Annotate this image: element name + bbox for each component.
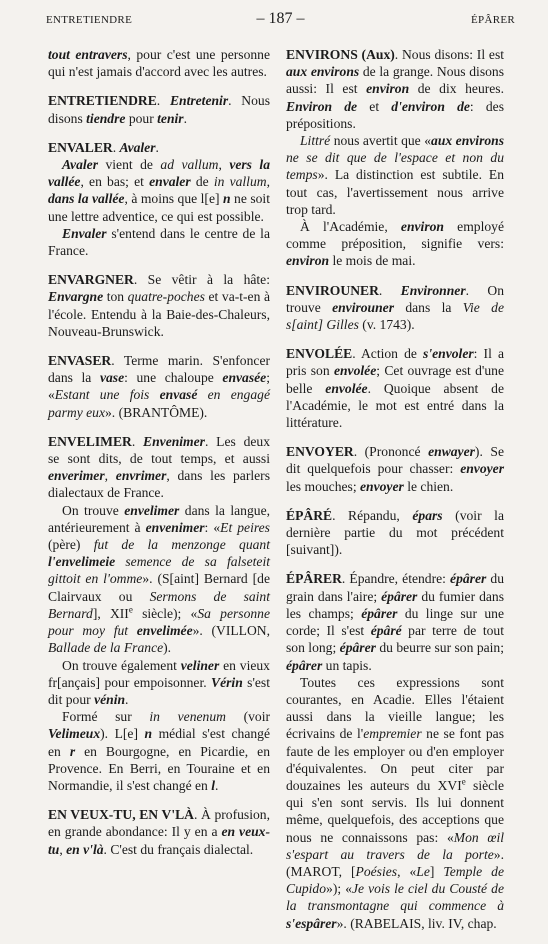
entry-paragraph: ENVOLÉE. Action de s'envoler: Il a pris son envolée; Cet ouvrage est d'une belle envolée. Quoique absent de l'Académie, le mot est entré dans la littérature. (286, 346, 504, 431)
entry-paragraph: À l'Académie, environ employé comme préposition, signifie vers: environ le mois de mai. (286, 219, 504, 269)
right-column (286, 46, 504, 944)
running-head-right: ÉPÂRER (471, 14, 515, 26)
entry-paragraph: Toutes ces expressions sont courantes, en Acadie. Elles l'étaient aussi dans la vieille langue; les écrivains de l'empremier ne se font pas faute de les employer ou d'en employer d'équivalentes. On peut citer par douzaines les auteurs du XVIe siècle qui s'en sont servis. Ils lui donnent même, quelquefois, des acceptions que nous ne connaissons pas: «Mon œil s'espart au travers de la porte». (MAROT, [Poésies, «Le] Temple de Cupido»); «Je vois le ciel du Cousté de la transmontagne qui commence à s'espârer». (RABELAIS, liv. IV, chap. (286, 674, 505, 931)
entry-paragraph: ENTRETIENDRE. Entretenir. Nous disons tiendre pour tenir. (48, 93, 270, 126)
entry-epare (286, 507, 504, 559)
entry-paragraph: Envaler s'entend dans le centre de la France. (48, 225, 270, 259)
entry-paragraph: EN VEUX-TU, EN V'LÀ. À profusion, en grande abondance: Il y en a en veux-tu, en v'là. C'est du français dialectal. (48, 807, 270, 857)
entry-envaler (48, 139, 270, 259)
entry-paragraph: ENVELIMER. Envenimer. Les deux se sont dits, de tout temps, et aussi enverimer, envrimer, dans les parlers dialectaux de France. (48, 433, 270, 501)
entry-paragraph: On trouve également veliner en vieux fr[ançais] pour empoisonner. Vérin s'est dit pour vénin. (48, 657, 270, 707)
entry-envoyer (286, 443, 504, 495)
left-column (48, 46, 270, 870)
page-number: – 187 – (256, 10, 305, 27)
entry-paragraph: Littré nous avertit que «aux environs ne se dit que de l'espace et non du temps». La distinction est subtile. En tout cas, l'avertissement nous arrive trop tard. (286, 133, 505, 217)
entry-paragraph: ENVALER. Avaler. (48, 139, 159, 155)
entry-envolee (286, 345, 504, 431)
entry-paragraph: tout entravers, pour c'est une personne qui n'est jamais d'accord avec les autres. (48, 47, 270, 80)
entry-envaser (48, 352, 270, 421)
entry-en-veux-tu (48, 806, 270, 858)
running-head-left: ENTRETIENDRE (46, 14, 133, 26)
entry-envirouner (286, 282, 504, 334)
entry-paragraph: Avaler vient de ad vallum, vers la vallée, en bas; et envaler de in vallum, dans la vallée, à moins que l[e] n ne soit une lettre adventice, ce qui est possible. (48, 157, 270, 224)
entry-entretiendre (48, 92, 270, 126)
entry-environs (286, 46, 504, 270)
entry-paragraph: ENVIRONS (Aux). Nous disons: Il est aux environs de la grange. Nous disons aussi: Il est environ de dix heures. Environ de et d'environ de: des prépositions. (286, 47, 505, 131)
entry-paragraph: ÉPÂRÉ. Répandu, épars (voir la dernière partie du mot précédent [suivant]). (286, 507, 504, 558)
entry-paragraph: ENVOYER. (Prononcé enwayer). Se dit quelquefois pour chasser: envoyer les mouches; envoyer le chien. (286, 444, 504, 494)
page-header (46, 10, 515, 30)
entry-paragraph: Formé sur in venenum (voir Velimeux). L[e] n médial s'est changé en r en Bourgogne, en Picardie, en Provence. En Berri, en Touraine et en Normandie, il s'est changé en l. (48, 709, 271, 793)
entry-envelimer (48, 433, 270, 794)
entry-paragraph: ENVASER. Terme marin. S'enfoncer dans la vase: une chaloupe envasée; «Estant une fois envasé en engagé parmy eux». (BRANTÔME). (48, 353, 270, 420)
entry-paragraph: ENVIROUNER. Environner. On trouve envirouner dans la Vie de s[aint] Gilles (v. 1743). (286, 282, 504, 333)
entry-eparer (286, 570, 504, 931)
entry-paragraph: ENVARGNER. Se vêtir à la hâte: Envargne ton quatre-poches et va-t-en à l'école. Entendu à la Baie-des-Chaleurs, Nouveau-Brunswick. (48, 272, 271, 339)
entry-paragraph: ÉPÂRER. Épandre, étendre: épârer du grain dans l'aire; épârer du fumier dans les champs; épârer du linge sur une corde; Il s'est épâré par terre de tout son long; épârer du beurre sur son pain; épârer un tapis. (286, 571, 505, 673)
entry-envargner (48, 271, 270, 340)
entry-tout-entravers (48, 46, 270, 80)
entry-paragraph: On trouve envelimer dans la langue, antérieurement à envenimer: «Et peires (père) fut de la menzonge quant l'envelimeie semence de sa falseteit gittoit en l'omme». (S[aint] Bernard [de Clairvaux ou Sermons de saint Bernard], XIIe siècle); «Sa personne pour moy fut envelimée». (VILLON, Ballade de la France). (48, 502, 271, 656)
